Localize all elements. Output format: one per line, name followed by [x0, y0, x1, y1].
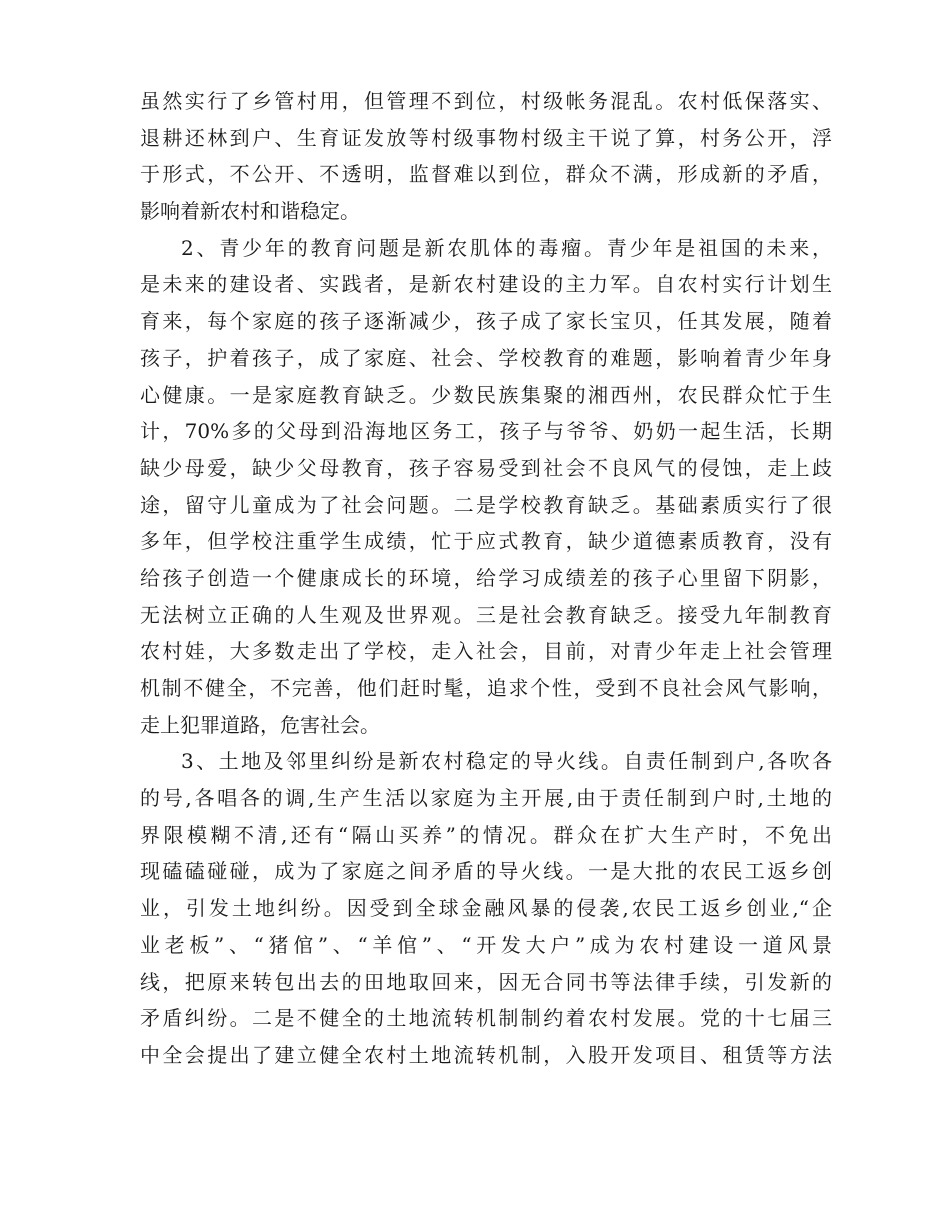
text-line: 机制不健全，不完善，他们赶时髦，追求个性，受到不良社会风气影响，	[140, 676, 832, 700]
document-body	[140, 83, 832, 1074]
text-line: 走上犯罪道路，危害社会。	[140, 712, 380, 737]
text-line: 育来，每个家庭的孩子逐渐减少，孩子成了家长宝贝，任其发展，随着	[140, 309, 832, 334]
text-line: 虽然实行了乡管村用，但管理不到位，村级帐务混乱。农村低保落实、	[140, 89, 832, 113]
text-line: 计，70%多的父母到沿海地区务工，孩子与爷爷、奶奶一起生活，长期	[140, 419, 832, 444]
text-line: 业，引发土地纠纷。因受到全球金融风暴的侵袭,农民工返乡创业,“企	[140, 896, 832, 921]
text-line: 于形式，不公开、不透明，监督难以到位，群众不满，形成新的矛盾，	[140, 162, 832, 187]
text-line: 给孩子创造一个健康成长的环境，给学习成绩差的孩子心里留下阴影，	[140, 565, 832, 590]
text-line: 多年，但学校注重学生成绩，忙于应式教育，缺少道德素质教育，没有	[140, 529, 832, 554]
text-line: 影响着新农村和谐稳定。	[140, 199, 360, 224]
paragraph-heading-line: 2、青少年的教育问题是新农肌体的毒瘤。青少年是祖国的未来，	[181, 235, 832, 260]
text-line: 业老板”、“猪倌”、“羊倌”、“开发大户”成为农村建设一道风景	[140, 932, 832, 957]
text-line: 的号,各唱各的调,生产生活以家庭为主开展,由于责任制到户时,土地的	[140, 786, 832, 811]
text-line: 孩子，护着孩子，成了家庭、社会、学校教育的难题，影响着青少年身	[140, 345, 832, 370]
text-line: 界限模糊不清,还有“隔山买养”的情况。群众在扩大生产时，不免出	[140, 822, 832, 847]
text-line: 现磕磕碰碰，成为了家庭之间矛盾的导火线。一是大批的农民工返乡创	[140, 859, 832, 884]
text-line: 农村娃，大多数走出了学校，走入社会，目前，对青少年走上社会管理	[140, 639, 832, 664]
text-line: 途，留守儿童成为了社会问题。二是学校教育缺乏。基础素质实行了很	[140, 492, 832, 517]
paragraph-heading-line: 3、土地及邻里纠纷是新农村稳定的导火线。自责任制到户,各吹各	[181, 749, 832, 774]
text-line: 心健康。一是家庭教育缺乏。少数民族集聚的湘西州，农民群众忙于生	[140, 382, 832, 407]
text-line: 无法树立正确的人生观及世界观。三是社会教育缺乏。接受九年制教育	[140, 602, 832, 627]
text-line: 中全会提出了建立健全农村土地流转机制，入股开发项目、租赁等方法	[140, 1042, 832, 1067]
text-line: 线，把原来转包出去的田地取回来，因无合同书等法律手续，引发新的	[140, 969, 832, 994]
text-line: 矛盾纠纷。二是不健全的土地流转机制制约着农村发展。党的十七届三	[140, 1006, 832, 1031]
text-line: 是未来的建设者、实践者，是新农村建设的主力军。自农村实行计划生	[140, 272, 832, 297]
text-line: 缺少母爱，缺少父母教育，孩子容易受到社会不良风气的侵蚀，走上歧	[140, 455, 832, 480]
text-line: 退耕还林到户、生育证发放等村级事物村级主干说了算，村务公开，浮	[140, 125, 832, 150]
